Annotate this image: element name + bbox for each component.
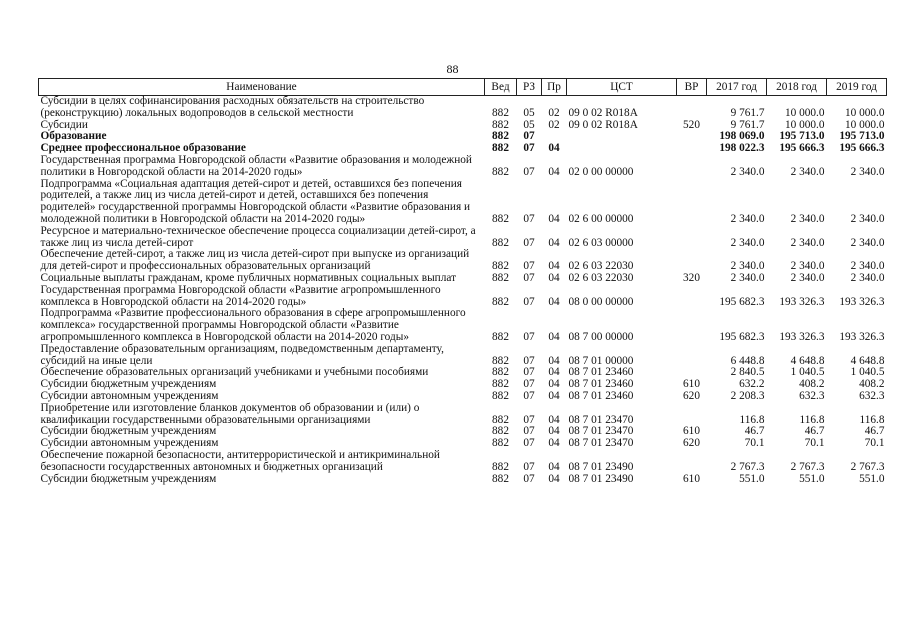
cell-y2018: 408.2 [799,378,825,391]
cell-y2017: 195 682.3 [719,330,765,343]
cell-cst: 02 0 00 00000 [568,165,634,178]
cell-pr: 04 [548,425,560,438]
cell-vr [677,96,707,120]
cell-y2018: 193 326.3 [779,330,825,343]
cell-y2018: 2 340.0 [790,212,825,225]
budget-table [38,78,887,485]
cell-rz: 07 [523,378,535,391]
cell-y2019: 116.8 [859,413,885,426]
cell-pr: 04 [548,354,560,367]
cell-rz: 07 [523,165,535,178]
cell-pr: 04 [548,378,560,391]
cell-y2018: 2 340.0 [790,165,825,178]
cell-y2019: 632.3 [859,389,885,402]
cell-vr [677,226,707,250]
cell-y2017: 46.7 [744,425,765,438]
cell-ved: 882 [492,142,509,155]
cell-y2019: 2 340.0 [850,165,885,178]
cell-y2019: 195 713.0 [839,130,885,143]
cell-y2017: 2 767.3 [730,460,765,473]
header-rz: РЗ [517,79,542,96]
cell-name: Субсидии в целях софинансирования расходных обязательств на строительство (реконструкцию) локальных водопроводов в сельской местности [40,95,425,119]
cell-pr: 04 [548,389,560,402]
header-ved: Вед [485,79,517,96]
cell-cst: 02 6 03 00000 [568,236,634,249]
cell-ved: 882 [492,212,509,225]
cell-pr: 04 [548,295,560,308]
cell-rz: 05 [523,106,535,119]
cell-y2019: 2 340.0 [850,260,885,273]
cell-pr: 04 [548,236,560,249]
cell-ved: 882 [492,437,509,450]
cell-y2018: 195 666.3 [779,142,825,155]
cell-y2019: 551.0 [859,472,885,485]
cell-name: Субсидии бюджетным учреждениям [40,378,217,391]
cell-y2019: 193 326.3 [839,295,885,308]
cell-ved: 882 [492,354,509,367]
cell-pr: 04 [548,472,560,485]
cell-vr: 620 [683,437,700,450]
cell-y2017: 2 340.0 [730,260,765,273]
cell-rz: 07 [523,460,535,473]
cell-ved: 882 [492,425,509,438]
table-row [39,344,887,368]
header-2017: 2017 год [707,79,767,96]
header-2018: 2018 год [767,79,827,96]
cell-y2019: 2 340.0 [850,271,885,284]
cell-y2018: 116.8 [799,413,825,426]
cell-y2018: 2 767.3 [790,460,825,473]
cell-vr [677,344,707,368]
cell-y2019: 2 340.0 [850,236,885,249]
cell-y2019: 10 000.0 [844,106,885,119]
cell-y2018: 632.3 [799,389,825,402]
cell-ved: 882 [492,460,509,473]
cell-y2017: 2 840.5 [730,366,765,379]
cell-pr: 04 [548,165,560,178]
cell-vr [677,450,707,474]
cell-name: Ресурсное и материально-техническое обеспечение процесса социализации детей-сирот, а также лиц из числа детей-сирот [40,224,476,249]
cell-name: Обеспечение образовательных организаций учебниками и учебными пособиями [40,366,429,379]
cell-cst: 08 7 01 23490 [568,460,634,473]
table-row [39,450,887,474]
cell-y2017: 6 448.8 [730,354,765,367]
cell-pr: 04 [548,437,560,450]
page-number: 88 [446,62,459,76]
cell-pr: 04 [548,330,560,343]
cell-ved: 882 [492,366,509,379]
cell-y2018: 193 326.3 [779,295,825,308]
cell-y2017: 551.0 [739,472,765,485]
table-row [39,226,887,250]
cell-y2017: 9 761.7 [730,118,765,131]
cell-cst: 09 0 02 R018A [568,118,638,131]
cell-y2019: 195 666.3 [839,142,885,155]
cell-ved: 882 [492,413,509,426]
cell-y2018: 4 648.8 [790,354,825,367]
cell-name: Предоставление образовательным организациям, подведомственным департаменту, субсидий на иные цели [40,342,444,367]
cell-rz: 07 [523,437,535,450]
cell-cst: 09 0 02 R018A [568,106,638,119]
cell-y2017: 70.1 [744,437,765,450]
cell-pr: 04 [548,212,560,225]
cell-pr: 04 [548,366,560,379]
cell-y2018: 1 040.5 [790,366,825,379]
cell-y2018: 46.7 [804,425,825,438]
cell-cst [567,143,677,155]
cell-ved: 882 [492,130,509,143]
cell-y2017: 195 682.3 [719,295,765,308]
cell-rz: 07 [523,260,535,273]
cell-name: Среднее профессиональное образование [40,142,246,155]
cell-y2017: 198 069.0 [719,130,765,143]
cell-cst: 02 6 00 00000 [568,212,634,225]
cell-y2019: 10 000.0 [844,118,885,131]
cell-y2018: 2 340.0 [790,271,825,284]
cell-pr: 02 [548,106,560,119]
cell-vr [677,285,707,309]
cell-ved: 882 [492,389,509,402]
cell-ved: 882 [492,271,509,284]
cell-rz: 07 [523,425,535,438]
cell-vr [677,403,707,427]
cell-name: Субсидии [40,118,88,131]
cell-y2017: 2 340.0 [730,212,765,225]
cell-y2019: 1 040.5 [850,366,885,379]
header-name: Наименование [39,79,485,96]
cell-y2018: 551.0 [799,472,825,485]
cell-name: Государственная программа Новгородской области «Развитие агропромышленного комплекса в Новгородской области на 2014-2020 годы» [40,283,441,308]
cell-vr: 610 [683,425,700,438]
cell-vr [677,249,707,273]
cell-name: Обеспечение детей-сирот, а также лиц из числа детей-сирот при выпуске из организаций для детей-сирот и профессиональных образовательных организаций [40,248,470,273]
cell-y2017: 116.8 [739,413,765,426]
cell-name: Образование [40,130,107,143]
cell-ved: 882 [492,295,509,308]
cell-ved: 882 [492,236,509,249]
table-row [39,285,887,309]
cell-y2017: 2 340.0 [730,271,765,284]
cell-ved: 882 [492,106,509,119]
cell-cst: 02 6 03 22030 [568,271,634,284]
cell-y2017: 9 761.7 [730,106,765,119]
cell-name: Подпрограмма «Социальная адаптация детей-сирот и детей, оставшихся без попечения родителей, а также лиц из числа детей-сирот и детей, оставшихся без попечения родителей» государственной программы Новгородской области «Развитие образования и молодежной политики в Новгородской области на 2014-2020 годы» [40,177,471,225]
cell-pr: 02 [548,118,560,131]
cell-pr: 04 [548,142,560,155]
cell-y2019: 193 326.3 [839,330,885,343]
cell-ved: 882 [492,472,509,485]
cell-name: Приобретение или изготовление бланков документов об образовании и (или) о квалификации государственными образовательными организациями [40,401,420,426]
cell-cst: 08 7 01 00000 [568,354,634,367]
cell-vr [677,155,707,179]
cell-vr [677,179,707,226]
table-row [39,249,887,273]
cell-cst [567,131,677,143]
cell-cst: 08 7 01 23470 [568,425,634,438]
cell-rz: 07 [523,354,535,367]
cell-rz: 07 [523,271,535,284]
cell-pr: 04 [548,271,560,284]
table-row [39,474,887,486]
cell-name: Обеспечение пожарной безопасности, антитеррористической и антикриминальной безопасности государственных автономных и бюджетных организаций [40,448,440,473]
table-body [39,96,887,486]
cell-y2019: 408.2 [859,378,885,391]
cell-y2018: 10 000.0 [784,106,825,119]
cell-rz: 07 [523,472,535,485]
cell-y2018: 2 340.0 [790,236,825,249]
cell-y2018: 195 713.0 [779,130,825,143]
cell-name: Субсидии бюджетным учреждениям [40,472,217,485]
cell-y2017: 2 340.0 [730,236,765,249]
cell-cst: 08 7 01 23470 [568,413,634,426]
cell-vr: 610 [683,378,700,391]
cell-rz: 07 [523,142,535,155]
cell-y2018: 70.1 [804,437,825,450]
header-pr: Пр [542,79,567,96]
cell-rz: 07 [523,212,535,225]
cell-vr: 520 [683,118,700,131]
cell-y2018: 10 000.0 [784,118,825,131]
cell-name: Субсидии автономным учреждениям [40,437,219,450]
cell-rz: 07 [523,236,535,249]
cell-rz: 07 [523,330,535,343]
cell-name: Субсидии бюджетным учреждениям [40,425,217,438]
cell-rz: 07 [523,389,535,402]
cell-rz: 07 [523,366,535,379]
cell-vr [677,308,707,343]
header-2019: 2019 год [827,79,887,96]
cell-ved: 882 [492,330,509,343]
cell-cst: 08 7 00 00000 [568,330,634,343]
cell-cst: 08 7 01 23460 [568,378,634,391]
cell-cst: 08 7 01 23490 [568,472,634,485]
table-row [39,273,887,285]
cell-rz: 07 [523,295,535,308]
cell-ved: 882 [492,118,509,131]
cell-pr: 04 [548,260,560,273]
cell-pr: 04 [548,460,560,473]
table-row [39,391,887,403]
cell-y2017: 2 208.3 [730,389,765,402]
cell-y2019: 70.1 [864,437,885,450]
cell-cst: 08 7 01 23460 [568,366,634,379]
table-row [39,155,887,179]
header-vr: ВР [677,79,707,96]
cell-vr [677,143,707,155]
table-row [39,403,887,427]
cell-name: Подпрограмма «Развитие профессионального образования в сфере агропромышленного комплекса» государственной программы Новгородской области «Развитие агропромышленного комплекса в Новгородской области на 2014-2020 годы» [40,307,466,343]
cell-y2019: 4 648.8 [850,354,885,367]
cell-y2019: 46.7 [864,425,885,438]
cell-y2017: 2 340.0 [730,165,765,178]
cell-rz: 07 [523,413,535,426]
cell-rz: 05 [523,118,535,131]
table-row [39,308,887,343]
cell-y2017: 198 022.3 [719,142,765,155]
cell-vr: 620 [683,389,700,402]
cell-name: Государственная программа Новгородской области «Развитие образования и молодежной политики в Новгородской области на 2014-2020 годы» [40,153,472,178]
cell-ved: 882 [492,378,509,391]
cell-pr: 04 [548,413,560,426]
cell-vr: 610 [683,472,700,485]
cell-rz: 07 [523,130,535,143]
cell-cst: 02 6 03 22030 [568,260,634,273]
cell-y2017: 632.2 [739,378,765,391]
cell-name: Субсидии автономным учреждениям [40,389,219,402]
header-cst: ЦСТ [567,79,677,96]
cell-y2019: 2 340.0 [850,212,885,225]
cell-cst: 08 7 01 23460 [568,389,634,402]
table-row [39,179,887,226]
cell-y2018: 2 340.0 [790,260,825,273]
table-row [39,96,887,120]
cell-name: Социальные выплаты гражданам, кроме публичных нормативных социальных выплат [40,271,457,284]
cell-ved: 882 [492,165,509,178]
cell-y2019: 2 767.3 [850,460,885,473]
cell-vr: 320 [683,271,700,284]
cell-vr [677,131,707,143]
cell-ved: 882 [492,260,509,273]
cell-cst: 08 0 00 00000 [568,295,634,308]
table-header-row [39,79,887,96]
cell-cst: 08 7 01 23470 [568,437,634,450]
